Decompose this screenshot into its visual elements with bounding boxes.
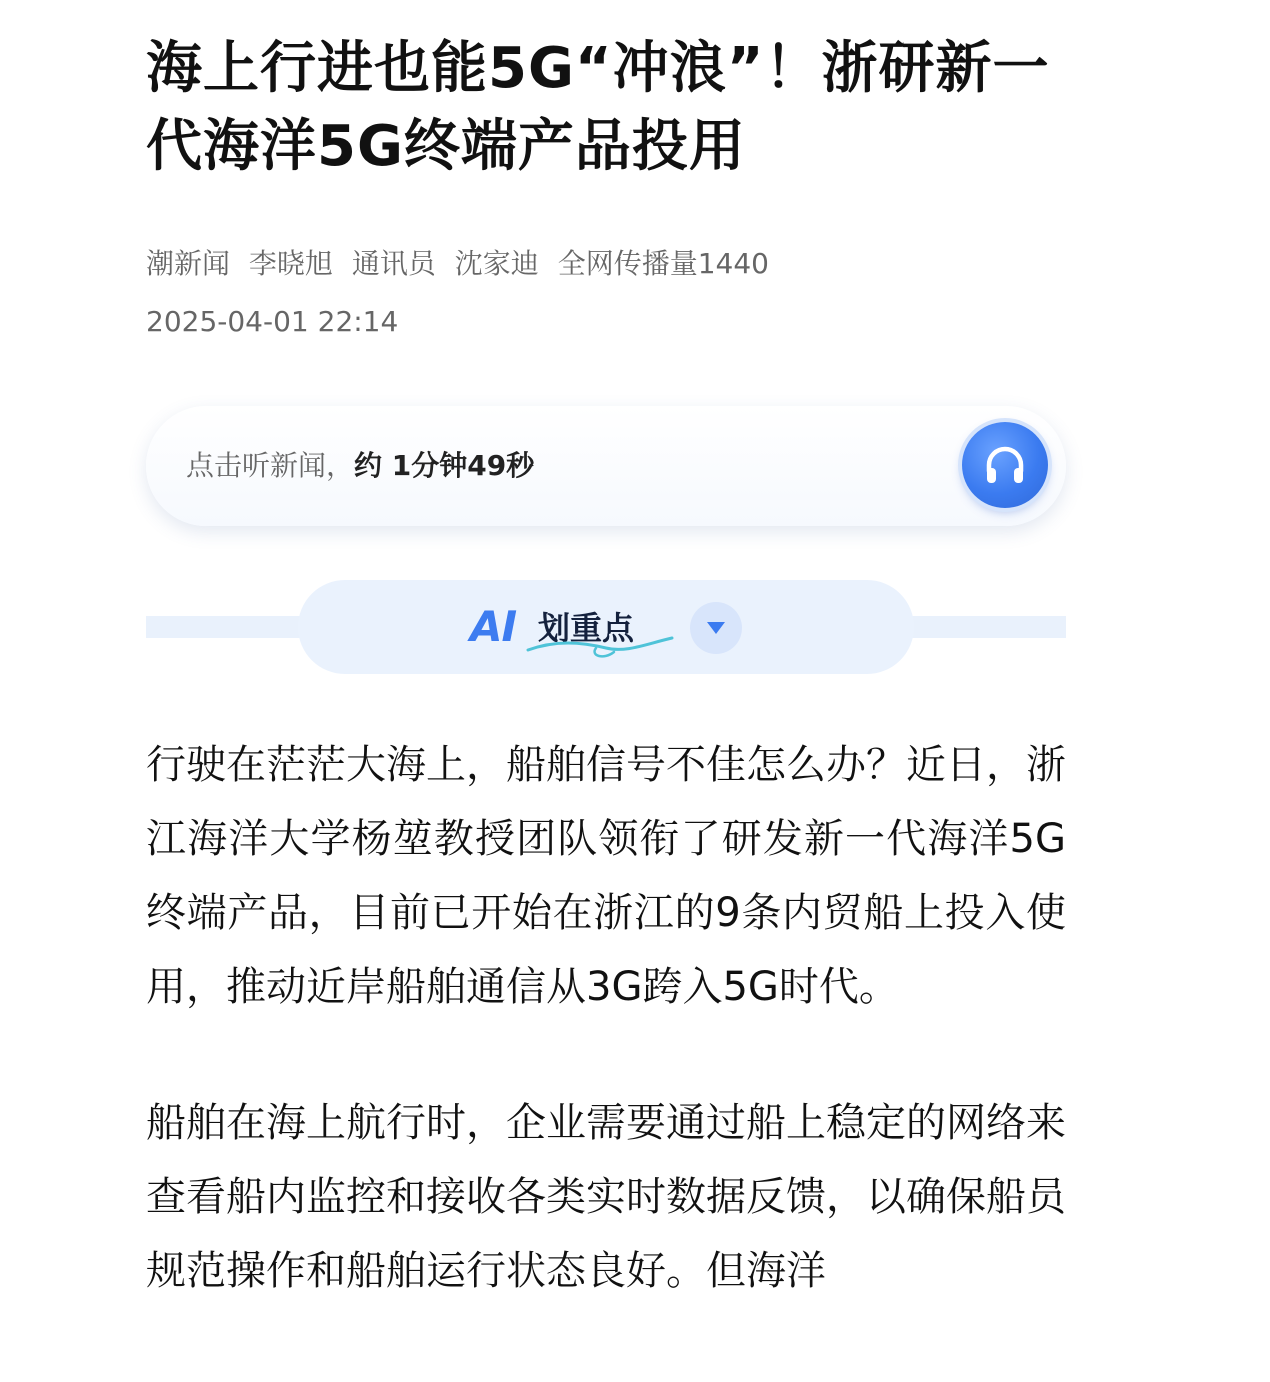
reach-count: 全网传播量1440 (557, 247, 769, 280)
headphones-icon (981, 441, 1029, 489)
ai-summary-section (146, 580, 1066, 674)
ai-summary-toggle[interactable] (298, 580, 914, 674)
reporter-name: 李晓旭 (248, 247, 333, 280)
chevron-down-icon (704, 618, 728, 638)
correspondent-label: 通讯员 (351, 247, 436, 280)
correspondent-name: 沈家迪 (454, 247, 539, 280)
listen-duration: 约 1分钟49秒 (354, 449, 535, 482)
swoosh-underline-icon (526, 632, 676, 662)
body-paragraph: 行驶在茫茫大海上，船舶信号不佳怎么办？近日，浙江海洋大学杨堃教授团队领衔了研发新一代海洋5G终端产品，目前已开始在浙江的9条内贸船上投入使用，推动近岸船舶通信从3G跨入5G时代。 (146, 742, 1066, 1010)
body-paragraph: 船舶在海上航行时，企业需要通过船上稳定的网络来查看船内监控和接收各类实时数据反馈，以确保船员规范操作和船舶运行状态良好。但海洋 (146, 1100, 1066, 1294)
publish-date: 2025-04-01 22:14 (146, 305, 399, 338)
source-name[interactable]: 潮新闻 (146, 247, 231, 280)
article-meta (146, 244, 1066, 284)
ai-summary-label: 划重点 (538, 609, 635, 647)
listen-prompt: 点击听新闻， (186, 449, 355, 482)
article-header (146, 30, 1066, 342)
play-audio-button[interactable] (962, 422, 1048, 508)
ai-logo: AI (470, 602, 517, 651)
article-title: 海上行进也能5G“冲浪”！浙研新一代海洋5G终端产品投用 (146, 36, 1050, 179)
listen-news-card[interactable] (146, 406, 1066, 526)
article-body (146, 728, 1066, 1370)
expand-button[interactable] (690, 602, 742, 654)
listen-text (186, 446, 534, 486)
